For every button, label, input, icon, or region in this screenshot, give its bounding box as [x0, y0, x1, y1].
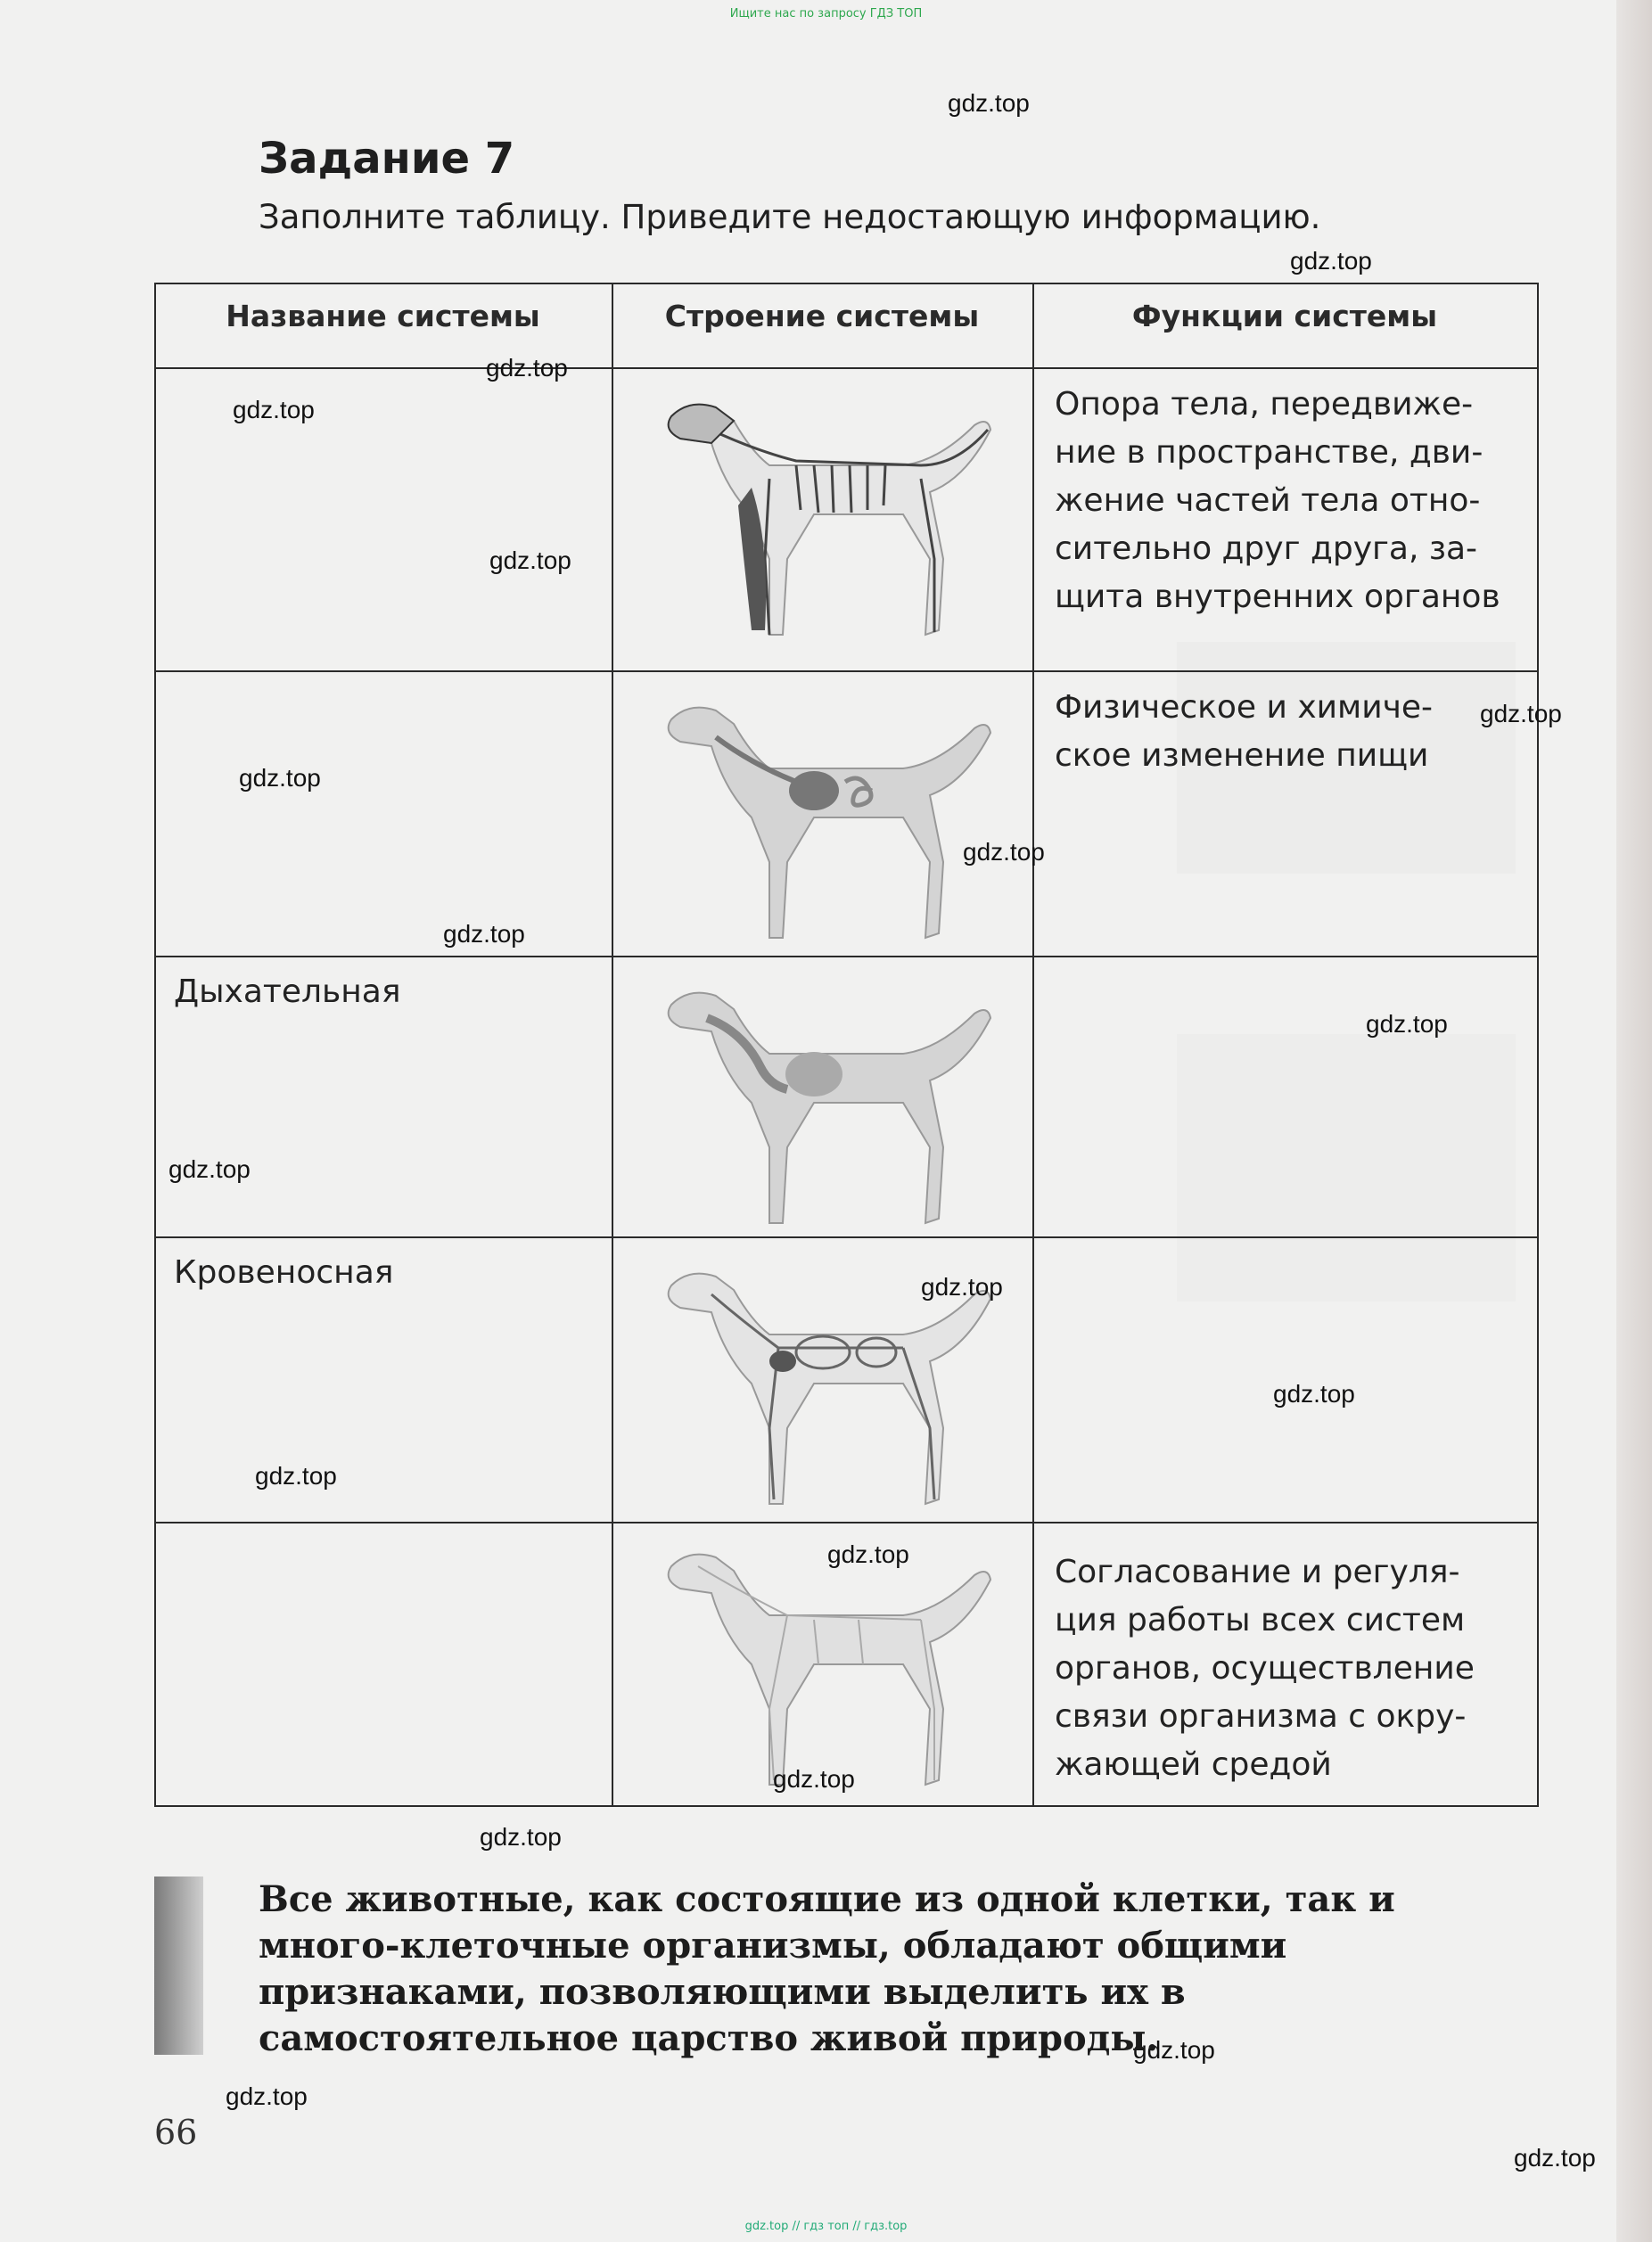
table-border — [154, 1805, 1539, 1807]
function-line: связи организма с окру- — [1055, 1698, 1467, 1735]
table-border — [1537, 283, 1539, 1807]
function-line: Физическое и химиче- — [1055, 689, 1434, 726]
watermark: gdz.top — [1480, 700, 1562, 727]
system-name: Кровеносная — [174, 1254, 394, 1291]
function-line: ция работы всех систем — [1055, 1602, 1466, 1638]
function-line: ние в пространстве, дви- — [1055, 434, 1484, 471]
function-line: сительно друг друга, за- — [1055, 530, 1478, 567]
watermark: gdz.top — [480, 1823, 562, 1851]
page-edge-shadow — [1616, 0, 1652, 2242]
watermark: gdz.top — [168, 1155, 251, 1183]
function-line: жающей средой — [1055, 1746, 1332, 1783]
function-line: ское изменение пищи — [1055, 737, 1429, 774]
watermark: gdz.top — [773, 1765, 855, 1793]
function-line: щита внутренних органов — [1055, 579, 1500, 615]
page-number: 66 — [154, 2113, 198, 2152]
watermark: gdz.top — [827, 1540, 909, 1568]
table-border — [154, 283, 1539, 284]
systems-table — [154, 283, 1539, 1807]
footer-statement: Все животные, как состоящие из одной клетки, так и много-клеточные организмы, обладают общими признаками, позволяющими выделить их в самостоятельное царство живой природы. — [259, 1878, 1395, 2059]
watermark: gdz.top — [1273, 1380, 1355, 1408]
watermark: gdz.top — [1133, 2036, 1215, 2064]
function-line: органов, осуществление — [1055, 1650, 1475, 1687]
digestive-dog-icon — [636, 684, 1010, 951]
watermark: gdz.top — [239, 764, 321, 792]
watermark: gdz.top — [489, 546, 571, 574]
function-line: Согласование и регуля- — [1055, 1554, 1460, 1590]
table-border — [154, 1236, 1539, 1238]
watermark: gdz.top — [948, 89, 1030, 117]
watermark: gdz.top — [963, 838, 1045, 866]
bottom-note: gdz.top // гдз топ // гдз.top — [744, 2220, 908, 2233]
top-note: Ищите нас по запросу ГДЗ ТОП — [729, 7, 923, 21]
table-border — [154, 1522, 1539, 1523]
footer-accent-bar — [154, 1877, 203, 2055]
task-title: Задание 7 — [259, 134, 515, 184]
skeleton-dog-icon — [636, 381, 1010, 657]
table-border — [154, 956, 1539, 957]
function-text — [1055, 684, 1433, 780]
watermark: gdz.top — [1290, 247, 1372, 275]
table-border — [154, 367, 1539, 369]
column-header: Функции системы — [1131, 299, 1438, 333]
watermark: gdz.top — [443, 920, 525, 948]
table-border — [1032, 283, 1034, 1807]
system-name: Дыхательная — [174, 973, 401, 1010]
watermark: gdz.top — [233, 396, 315, 423]
function-line: жение частей тела отно- — [1055, 482, 1481, 519]
function-text — [1055, 381, 1500, 621]
table-border — [612, 283, 613, 1807]
watermark: gdz.top — [486, 354, 568, 382]
respiratory-dog-icon — [636, 969, 1010, 1236]
watermark: gdz.top — [1514, 2144, 1596, 2172]
watermark: gdz.top — [921, 1273, 1003, 1301]
watermark: gdz.top — [1366, 1010, 1448, 1038]
table-border — [154, 283, 156, 1807]
column-header: Строение системы — [664, 299, 980, 333]
column-header: Название системы — [226, 299, 540, 333]
table-border — [154, 670, 1539, 672]
nervous-dog-icon — [636, 1531, 1010, 1798]
function-line: Опора тела, передвиже- — [1055, 386, 1474, 423]
watermark: gdz.top — [226, 2082, 308, 2110]
function-text — [1055, 1548, 1475, 1789]
watermark: gdz.top — [255, 1462, 337, 1490]
task-instruction: Заполните таблицу. Приведите недостающую информацию. — [259, 198, 1321, 236]
